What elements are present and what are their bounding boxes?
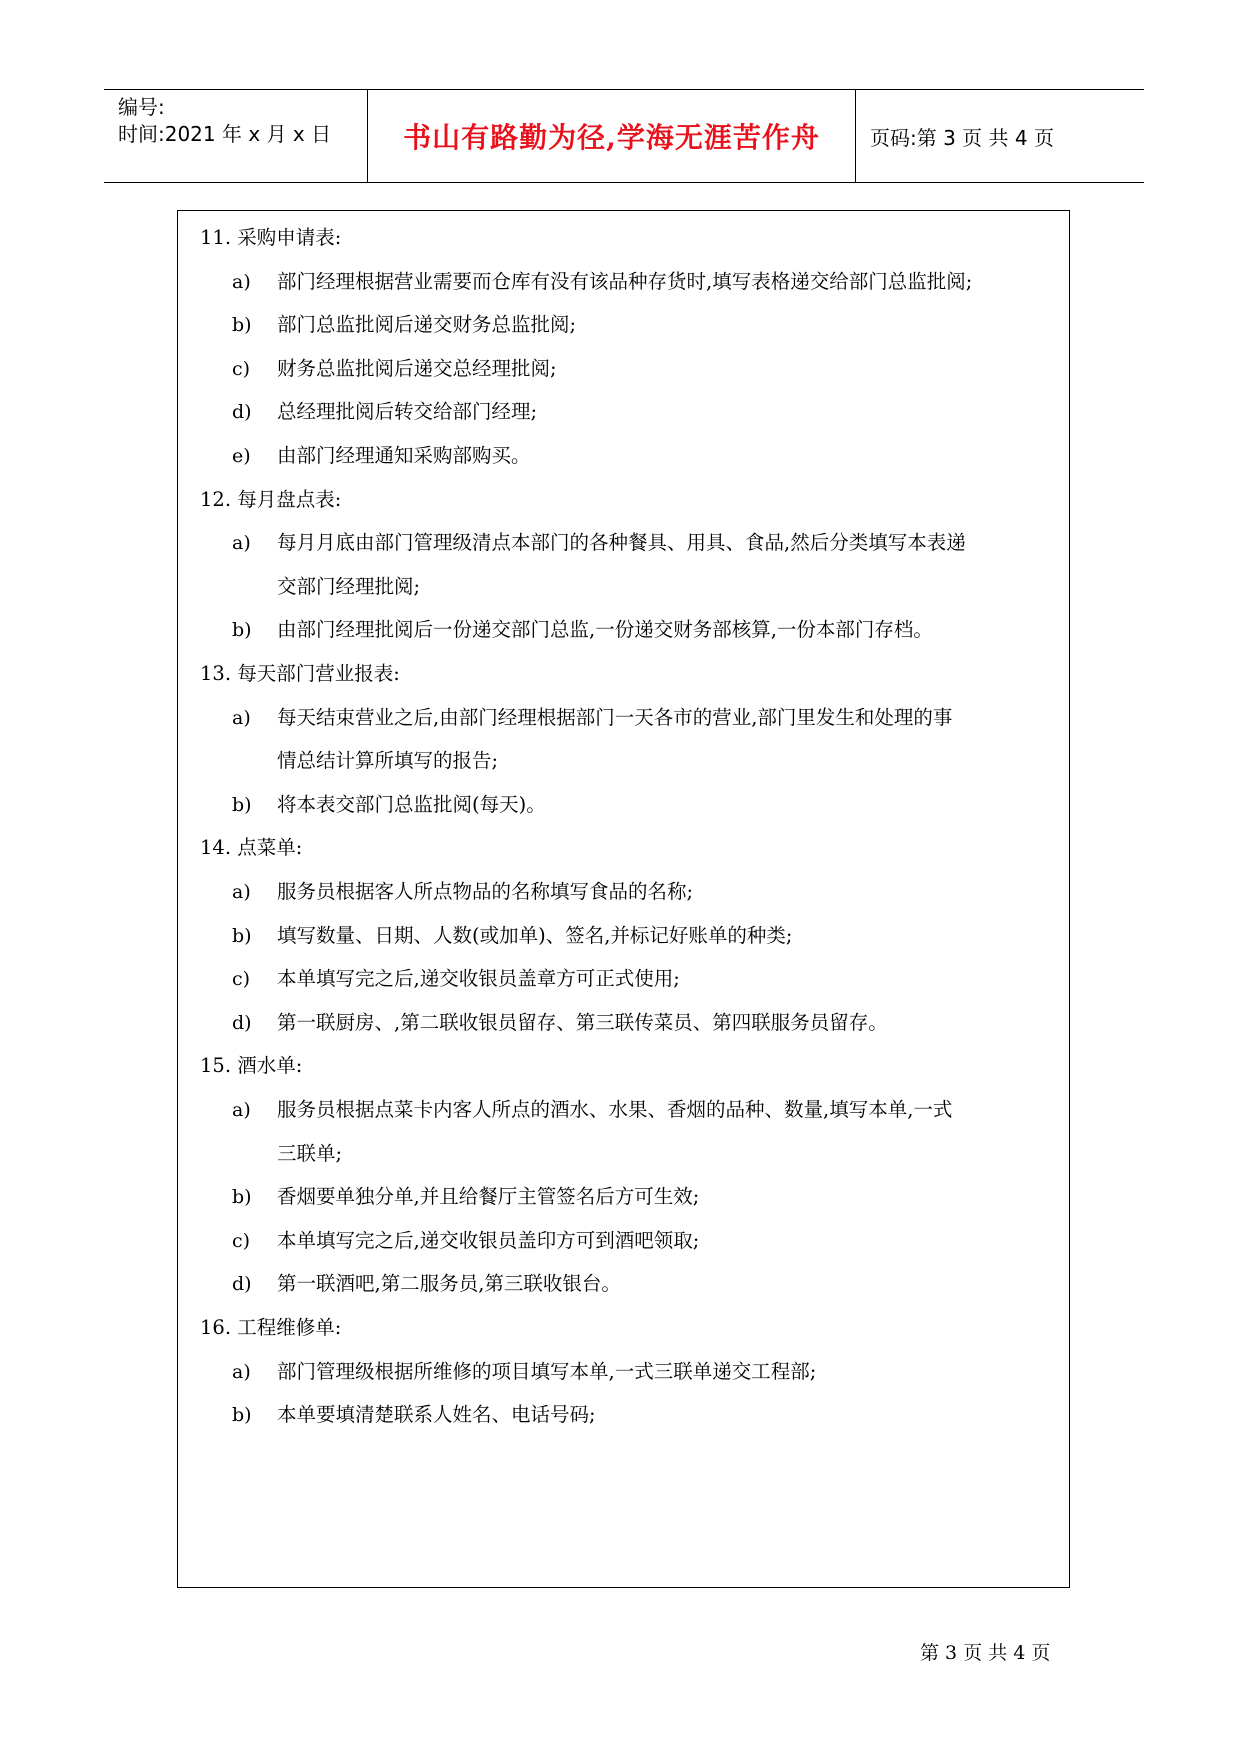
- list-item: [178, 527, 1069, 559]
- list-item-text: 填写数量、日期、人数(或加单)、签名,并标记好账单的种类;: [277, 923, 793, 947]
- list-item-marker: a): [232, 532, 251, 555]
- list-item: [178, 353, 1069, 385]
- page-header: [104, 89, 1144, 183]
- list-item-marker: b): [232, 924, 252, 947]
- list-item-marker: a): [232, 1099, 251, 1121]
- list-item-text: 将本表交部门总监批阅(每天)。: [277, 792, 546, 816]
- list-item-continuation: [178, 571, 1069, 603]
- list-item-marker: d): [232, 1273, 252, 1296]
- list-item-text: 本单填写完之后,递交收银员盖章方可正式使用;: [277, 967, 680, 991]
- header-motto: 书山有路勤为径,学海无涯苦作舟: [403, 121, 820, 154]
- list-item: [178, 920, 1069, 952]
- list-item-text: 第一联酒吧,第二服务员,第三联收银台。: [277, 1272, 621, 1296]
- footer-page-number: 第 3 页 共 4 页: [920, 1642, 1051, 1664]
- list-item: [178, 789, 1069, 821]
- list-item-text: 本单填写完之后,递交收银员盖印方可到酒吧领取;: [277, 1228, 700, 1252]
- list-item-continuation: [178, 1138, 1069, 1170]
- list-item: [178, 309, 1069, 341]
- list-item: [178, 614, 1069, 646]
- list-item: [178, 266, 1069, 298]
- list-item-marker: a): [232, 1360, 251, 1383]
- list-item: [178, 702, 1069, 734]
- list-item: [178, 876, 1069, 908]
- list-item-text: 香烟要单独分单,并且给餐厅主管签名后方可生效;: [277, 1185, 700, 1209]
- list-item-marker: b): [232, 1404, 252, 1427]
- list-item-marker: b): [232, 793, 252, 816]
- page-footer: [920, 1638, 1050, 1665]
- header-left-cell: [104, 90, 368, 182]
- section-title: 12. 每月盘点表:: [200, 487, 342, 511]
- list-item-marker: c): [232, 1229, 251, 1252]
- list-item-marker: d): [232, 1011, 252, 1034]
- list-item-marker: c): [232, 357, 251, 380]
- list-item-text: 部门管理级根据所维修的项目填写本单,一式三联单递交工程部;: [277, 1359, 817, 1383]
- header-page-label: 页码:第 3 页 共 4 页: [870, 125, 1054, 150]
- list-item-text: 每月月底由部门管理级清点本部门的各种餐具、用具、食品,然后分类填写本表递: [277, 531, 966, 555]
- list-item: [178, 1356, 1069, 1388]
- list-item: [178, 1094, 1069, 1126]
- list-item-marker: b): [232, 619, 252, 642]
- list-item-text: 第一联厨房、,第二联收银员留存、第三联传菜员、第四联服务员留存。: [277, 1010, 888, 1034]
- list-item-marker: b): [232, 314, 252, 337]
- list-item: [178, 396, 1069, 428]
- list-item-text: 由部门经理通知采购部购买。: [277, 444, 531, 467]
- list-item-marker: d): [232, 401, 252, 424]
- list-item-text: 每天结束营业之后,由部门经理根据部门一天各市的营业,部门里发生和处理的事: [277, 705, 953, 729]
- list-item: [178, 963, 1069, 995]
- list-item-text: 服务员根据点菜卡内客人所点的酒水、水果、香烟的品种、数量,填写本单,一式: [277, 1098, 953, 1121]
- list-item-marker: a): [232, 706, 251, 729]
- list-item-text: 部门总监批阅后递交财务总监批阅;: [277, 313, 577, 337]
- list-item-text: 部门经理根据营业需要而仓库有没有该品种存货时,填写表格递交给部门总监批阅;: [277, 269, 973, 293]
- list-item: [178, 1399, 1069, 1431]
- list-item: [178, 1007, 1069, 1039]
- header-motto-cell: [368, 90, 856, 182]
- document-number-label: 编号:: [118, 95, 165, 119]
- section-title: 16. 工程维修单:: [200, 1316, 342, 1339]
- list-item: [178, 440, 1069, 472]
- list-item-marker: a): [232, 270, 251, 293]
- list-item-text: 由部门经理批阅后一份递交部门总监,一份递交财务部核算,一份本部门存档。: [277, 618, 933, 642]
- list-item-marker: b): [232, 1186, 252, 1209]
- list-item: [178, 1268, 1069, 1300]
- section-title: 13. 每天部门营业报表:: [200, 662, 400, 685]
- list-item-text: 财务总监批阅后递交总经理批阅;: [277, 356, 557, 380]
- list-item-text: 总经理批阅后转交给部门经理;: [277, 400, 538, 424]
- list-item: [178, 1181, 1069, 1213]
- header-page-cell: [856, 90, 1144, 182]
- content-box: [177, 210, 1070, 1588]
- list-item-marker: e): [232, 445, 251, 467]
- list-item-marker: a): [232, 881, 251, 903]
- list-item: [178, 1225, 1069, 1257]
- list-item-text: 情总结计算所填写的报告;: [277, 749, 499, 773]
- list-item-text: 三联单;: [277, 1141, 343, 1165]
- section-title: 11. 采购申请表:: [200, 226, 342, 249]
- document-time-label: 时间:2021 年 x 月 x 日: [118, 122, 332, 146]
- section-title: 14. 点菜单:: [200, 836, 303, 860]
- list-item-continuation: [178, 745, 1069, 777]
- list-item-text: 服务员根据客人所点物品的名称填写食品的名称;: [277, 880, 694, 903]
- list-item-marker: c): [232, 968, 251, 991]
- list-item-text: 本单要填清楚联系人姓名、电话号码;: [277, 1403, 596, 1427]
- section-title: 15. 酒水单:: [200, 1054, 303, 1078]
- list-item-text: 交部门经理批阅;: [277, 574, 421, 598]
